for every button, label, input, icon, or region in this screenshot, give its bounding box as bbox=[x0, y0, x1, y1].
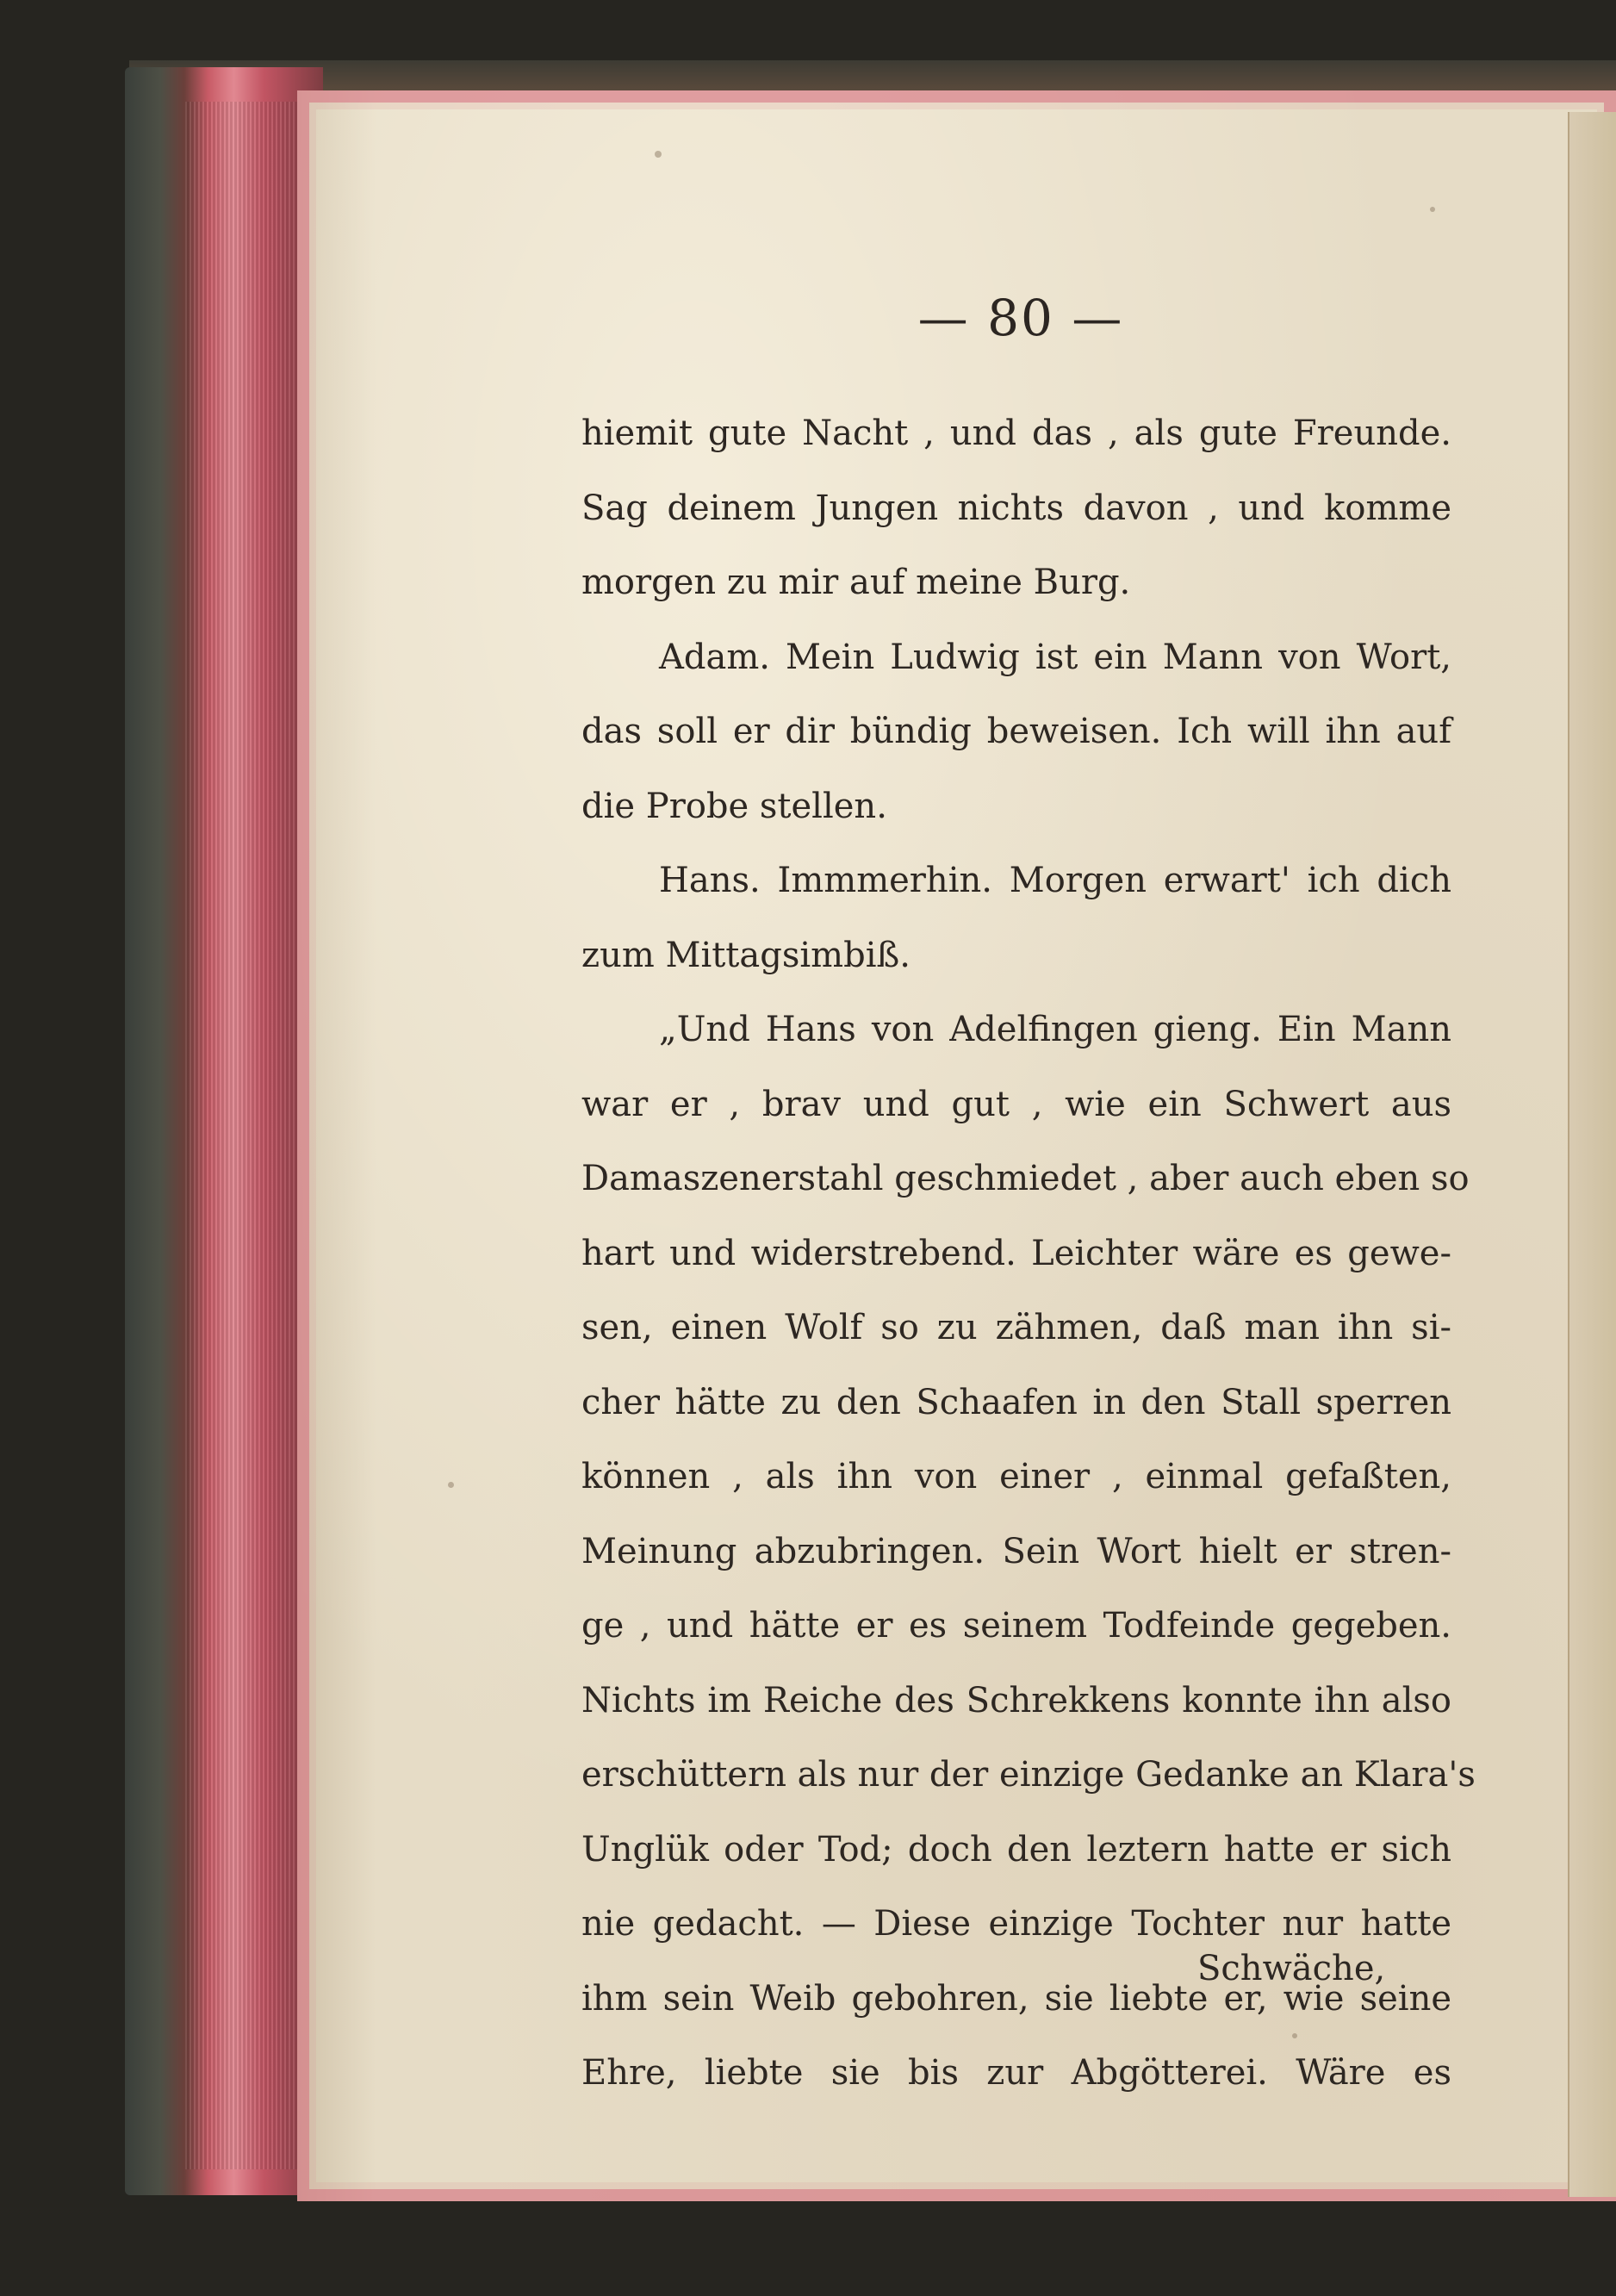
text-line: Meinung abzubringen. Sein Wort hielt er stren- bbox=[581, 1531, 1451, 1571]
text-line: ihm sein Weib gebohren, sie liebte er, wie seine bbox=[581, 1978, 1451, 2019]
text-line: Nichts im Reiche des Schrekkens konnte ihn also bbox=[581, 1680, 1451, 1720]
text-line: Sag deinem Jungen nichts davon , und komme bbox=[581, 488, 1451, 528]
body-text bbox=[581, 396, 1476, 2111]
text-line: Ehre, liebte sie bis zur Abgötterei. Wäre es bbox=[581, 2053, 1451, 2093]
text-line: die Probe stellen. bbox=[581, 786, 887, 826]
facing-page-edge bbox=[1568, 112, 1616, 2197]
text-line: Damaszenerstahl geschmiedet , aber auch eben so bbox=[581, 1159, 1470, 1198]
text-line: hiemit gute Nacht , und das , als gute Freunde. bbox=[581, 414, 1451, 453]
text-line: morgen zu mir auf meine Burg. bbox=[581, 563, 1131, 602]
text-line: das soll er dir bündig beweisen. Ich will ihn auf bbox=[581, 712, 1451, 751]
text-line: Hans. Immmerhin. Morgen erwart' ich dich bbox=[659, 861, 1451, 900]
page-edge-stripes bbox=[185, 102, 314, 2169]
page-number: — 80 — bbox=[917, 289, 1124, 347]
paper-speck bbox=[448, 1482, 454, 1488]
text-line: cher hätte zu den Schaafen in den Stall sperren bbox=[581, 1382, 1451, 1422]
text-line: können , als ihn von einer , einmal gefaßten, bbox=[581, 1457, 1451, 1496]
text-line: hart und widerstrebend. Leichter wäre es gewe- bbox=[581, 1233, 1451, 1273]
catchword: Schwäche, bbox=[1197, 1949, 1386, 1988]
paper-speck bbox=[1430, 207, 1435, 212]
paper-speck bbox=[655, 151, 662, 158]
text-line: Adam. Mein Ludwig ist ein Mann von Wort, bbox=[659, 637, 1451, 677]
text-line: Unglük oder Tod; doch den leztern hatte er sich bbox=[581, 1829, 1451, 1870]
text-line: „Und Hans von Adelfingen gieng. Ein Mann bbox=[659, 1010, 1451, 1049]
text-line: war er , brav und gut , wie ein Schwert aus bbox=[581, 1084, 1451, 1124]
book-page-edges bbox=[125, 67, 323, 2195]
text-line: zum Mittagsimbiß. bbox=[581, 935, 911, 975]
text-line: ge , und hätte er es seinem Todfeinde gegeben. bbox=[581, 1606, 1451, 1646]
text-line: sen, einen Wolf so zu zähmen, daß man ihn si- bbox=[581, 1308, 1451, 1347]
text-line: nie gedacht. — Diese einzige Tochter nur hatte bbox=[581, 1904, 1451, 1944]
text-line: erschüttern als nur der einzige Gedanke an Klara's bbox=[581, 1755, 1476, 1795]
